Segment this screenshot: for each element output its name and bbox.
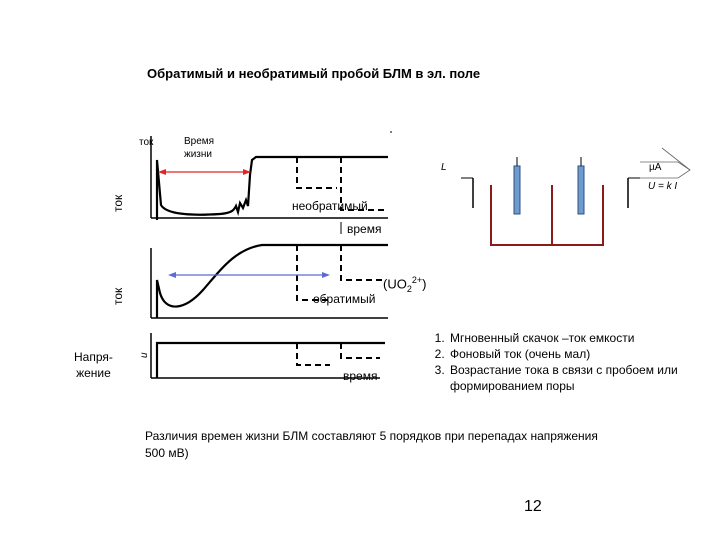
- meter-label: µA: [649, 162, 662, 173]
- left-electrode: [514, 166, 520, 214]
- meter-arrow: [662, 148, 690, 170]
- right-electrode: [578, 166, 584, 214]
- voltage-ylabel: [74, 349, 113, 381]
- ion-sub: 2: [406, 283, 412, 294]
- ion-sup: 2+: [411, 275, 423, 285]
- cell-schematic: [390, 132, 690, 245]
- note-item-1: 1. Мгновенный скачок –ток емкости: [448, 330, 700, 346]
- slide-title: Обратимый и необратимый пробой БЛМ в эл. поле: [147, 66, 481, 81]
- ion-close: ): [422, 276, 427, 292]
- formula-label: U = k I: [648, 181, 678, 192]
- page-number: 12: [524, 498, 542, 515]
- note-item-2: 2. Фоновый ток (очень мал): [448, 346, 700, 362]
- circuit-L-label: L: [441, 162, 447, 173]
- middle-dashed-step-2: [341, 245, 385, 280]
- top-dashed-step-1: [297, 157, 337, 188]
- ion-main: (UO: [383, 276, 407, 292]
- top-plot-ylabel: ток: [111, 194, 125, 212]
- note-item-3: 3. Возрастание тока в связи с пробоем или формированием поры: [448, 362, 700, 394]
- bottom-time-label: время: [343, 369, 378, 383]
- voltage-ylabel-line2: жение: [76, 366, 111, 380]
- voltage-ylabel-line1: Напря-: [74, 350, 113, 364]
- notes-list: [422, 330, 700, 394]
- middle-current-trace: [157, 245, 388, 318]
- lifetime-label-line2: жизни: [184, 149, 212, 160]
- middle-current-plot: [151, 245, 388, 318]
- reversible-arrowhead-left: [168, 272, 176, 278]
- voltage-dashed-step-2: [341, 343, 380, 358]
- lifetime-label: [184, 135, 214, 161]
- middle-plot-ylabel: ток: [111, 287, 125, 305]
- lifetime-difference-text: Различия времен жизни БЛМ составляют 5 порядков при перепадах напряжения 500 мВ): [145, 429, 598, 460]
- uranyl-ion-label: [383, 275, 426, 294]
- voltage-corner-label: u: [139, 352, 150, 358]
- vessel: [491, 185, 603, 245]
- reversible-arrowhead-right: [322, 272, 330, 278]
- irreversible-label: необратимый: [292, 199, 368, 213]
- top-time-label: время: [347, 222, 382, 236]
- reversible-label: обратимый: [313, 292, 376, 306]
- lifetime-label-line1: Время: [184, 136, 215, 147]
- top-plot-corner-label: ток: [139, 137, 154, 148]
- voltage-dashed-step-1: [297, 343, 330, 365]
